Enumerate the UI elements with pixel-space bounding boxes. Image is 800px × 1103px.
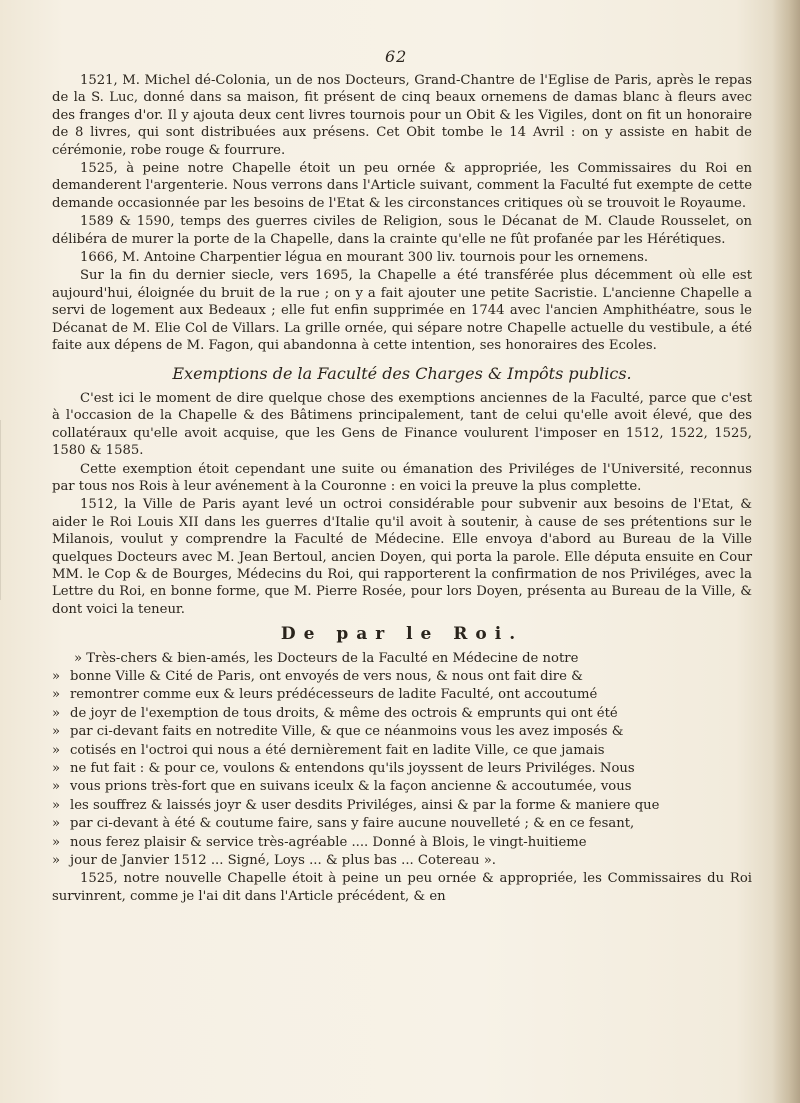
letter-line: » remontrer comme eux & leurs prédécesseurs de ladite Faculté, ont accoutumé	[52, 686, 752, 703]
letter-line: » vous prions très-fort que en suivans iceulx & la façon ancienne & accoutumée, vous	[52, 778, 752, 795]
paragraph-1589: 1589 & 1590, temps des guerres civiles de Religion, sous le Décanat de M. Claude Rousselet, on délibéra de murer la porte de la Chapelle, dans la crainte qu'elle ne fût profanée par les Hérétiques.	[52, 214, 752, 247]
paragraph-1521: 1521, M. Michel dé-Colonia, un de nos Docteurs, Grand-Chantre de l'Eglise de Paris, après le repas de la S. Luc, donné dans sa maison, fit présent de cinq beaux ornemens de damas blanc à fleurs avec des franges d'or. Il y ajouta deux cent livres tournois pour un Obit & les Vigiles, dont on fit un honoraire de 8 livres, qui sont distribuées aux présens. Cet Obit tombe le 14 Avril : on y assiste en habit de cérémonie, robe rouge & fourrure.	[52, 73, 752, 158]
book-spine-shadow	[772, 0, 800, 1103]
margin-stain	[0, 420, 37, 600]
letter-line: » jour de Janvier 1512 ... Signé, Loys ... & plus bas ... Cotereau ».	[52, 852, 752, 869]
paragraph-1512: 1512, la Ville de Paris ayant levé un octroi considérable pour subvenir aux besoins de l'Etat, & aider le Roi Louis XII dans les guerres d'Italie qu'il avoit à soutenir, à cause de ses prétentions sur le Milanois, voulut y comprendre la Faculté de Médecine. Elle envoya d'abord au Bureau de la Ville quelques Docteurs avec M. Jean Bertoul, ancien Doyen, qui porta la parole. Elle députa ensuite en Cour MM. le Cop & de Bourges, Médecins du Roi, qui rapporterent la confirmation de nos Priviléges, avec la Lettre du Roi, en bonne forme, que M. Pierre Rosée, pour lors Doyen, présenta au Bureau de la Ville, & dont voici la teneur.	[52, 497, 752, 617]
letter-line: » Très-chers & bien-amés, les Docteurs de la Faculté en Médecine de notre	[74, 650, 579, 666]
letter-line: » par ci-devant à été & coutume faire, sans y faire aucune nouvelleté ; & en ce fesant,	[52, 815, 752, 832]
paragraph-universite: Cette exemption étoit cependant une suite ou émanation des Priviléges de l'Université, reconnus par tous nos Rois à leur avénement à la Couronne : en voici la preuve la plus complette.	[52, 461, 752, 494]
paragraph-1525-commissaires: 1525, notre nouvelle Chapelle étoit à peine un peu ornée & appropriée, les Commissaires du Roi survinrent, comme je l'ai dit dans l'Article précédent, & en	[52, 871, 752, 904]
royal-letter	[52, 650, 752, 870]
letter-line: » nous ferez plaisir & service très-agréable .... Donné à Blois, le vingt-huitieme	[52, 834, 752, 851]
letter-line: » bonne Ville & Cité de Paris, ont envoyés de vers nous, & nous ont fait dire &	[52, 668, 752, 685]
letter-line: » ne fut fait : & pour ce, voulons & entendons qu'ils joyssent de leurs Priviléges. Nous	[52, 760, 752, 777]
letter-line: » par ci-devant faits en notredite Ville, & que ce néanmoins vous les avez imposés &	[52, 723, 752, 740]
document-body	[52, 48, 752, 906]
section-title: Exemptions de la Faculté des Charges & Impôts publics.	[172, 363, 632, 383]
paragraph-exemptions: C'est ici le moment de dire quelque chose des exemptions anciennes de la Faculté, parce que c'est à l'occasion de la Chapelle & des Bâtimens principalement, tant de celui qu'elle avoit élevé, que des collatéraux qu'elle avoit acquise, que les Gens de Finance voulurent l'imposer en 1512, 1522, 1525, 1580 & 1585.	[52, 390, 752, 459]
decree-title: De par le Roi.	[280, 624, 524, 645]
paragraph-chapelle: Sur la fin du dernier siecle, vers 1695, la Chapelle a été transférée plus décemment où elle est aujourd'hui, éloignée du bruit de la rue ; on y a fait ajouter une petite Sacristie. L'ancienne Chapelle a servi de logement aux Bedeaux ; elle fut enfin supprimée en 1744 avec l'ancien Amphithéatre, sous le Décanat de M. Elie Col de Villars. La grille ornée, qui sépare notre Chapelle actuelle du vestibule, a été faite aux dépens de M. Fagon, qui abandonna à cette intention, ses honoraires des Ecoles.	[52, 268, 752, 354]
paragraph-1525: 1525, à peine notre Chapelle étoit un peu ornée & appropriée, les Commissaires du Roi en demanderent l'argenterie. Nous verrons dans l'Article suivant, comment la Faculté fut exempte de cette demande occasionnée par les besoins de l'Etat & les circonstances critiques où se trouvoit le Royaume.	[52, 161, 752, 211]
letter-line: » cotisés en l'octroi qui nous a été dernièrement fait en ladite Ville, ce que jamais	[52, 742, 752, 759]
page-number: 62	[385, 47, 408, 66]
letter-line: » les souffrez & laissés joyr & user desdits Priviléges, ainsi & par la forme & maniere que	[52, 797, 752, 814]
paragraph-1666: 1666, M. Antoine Charpentier légua en mourant 300 liv. tournois pour les ornemens.	[80, 250, 649, 266]
letter-line: » de joyr de l'exemption de tous droits, & même des octrois & emprunts qui ont été	[52, 705, 752, 722]
